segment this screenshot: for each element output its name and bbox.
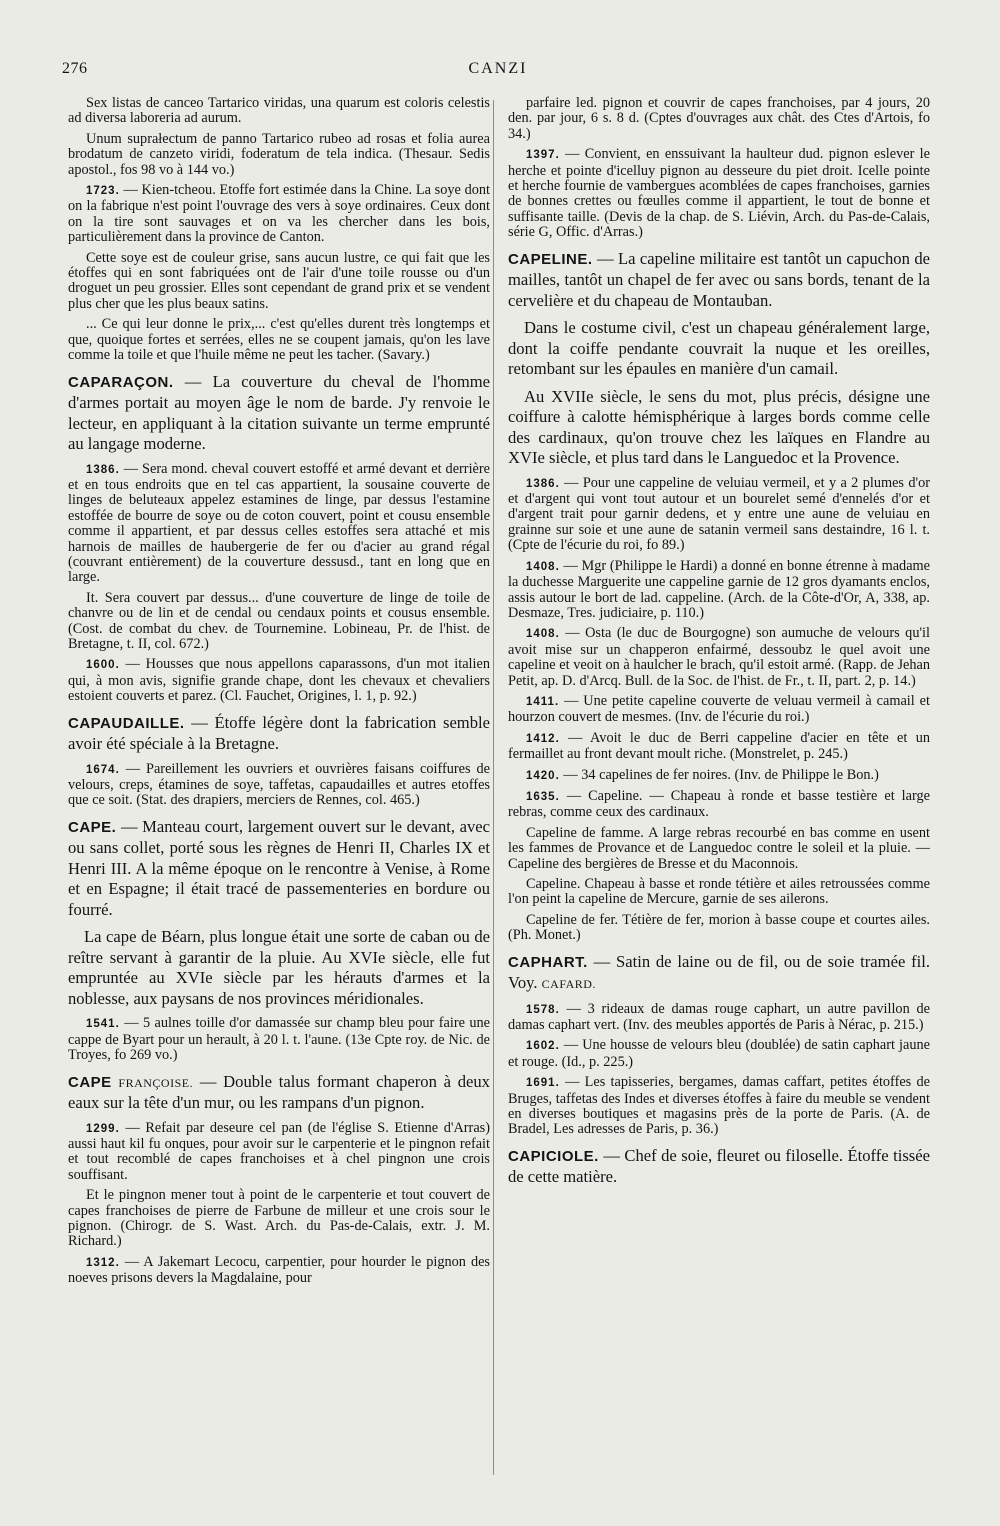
citation-year: 1600. [86,659,120,672]
citation-paragraph [508,559,930,622]
citation-year: 1386. [526,477,560,490]
paragraph-text: Et le pingnon mener tout à point de le carpenterie et tout couvert de capes franchoises de pierre de Farbune de milleur et une crois sour le pignon. (Chirogr. de S. Wast. Arch. du Pas-de-Calais, extr. J. M. Richard.) [68,1187,490,1250]
entry-headword: CAPAUDAILLE. [68,714,185,732]
paragraph-text: — Housses que nous appellons caparassons, d'un mot italien qui, à mon avis, signifie grande chape, dont les chevaux et chevaliers estoient couverts et parez. (Cl. Fauchet, Origines, l. 1, p. 92.) [68,656,490,705]
dictionary-entry [68,817,490,921]
paragraph-text: — Pour une cappeline de veluiau vermeil, et y a 2 plumes d'or et d'argent qui vont tout autour et un bourelet semé d'ennelés d'or et d'argent trait pour garnir dedens, et y entre une aune de veluiau en grainne sur soie et une aune de satanin vermeil sans destaindre, 16 l. t. (Cpte de l'écurie du roi, fo 89.) [508,474,930,554]
paragraph-text: Capeline de fer. Tétière de fer, morion à basse coupe et courtes ailes. (Ph. Monet.) [508,911,930,944]
citation-paragraph [508,694,930,726]
citation-year: 1723. [86,185,120,198]
citation-paragraph [508,877,930,908]
paragraph-text: — Convient, en enssuivant la haulteur dud. pignon eslever le herche et pointe d'icelluy pignon au desseure du piet droit. Icelle pointe et herche fournie de vambergues acomblées de capes franchoises, garnies de bonnes crettes ou fœulles comme il appartient, le tout de bonne et suffisante taille. (Devis de la chap. de S. Liévin, Arch. du Pas-de-Calais, série G, Offic. d'Arras.) [508,146,930,241]
citation-paragraph [508,626,930,689]
paragraph-text: — Sera mond. cheval couvert estoffé et armé devant et derrière et en tous endroits que en tel cas appartient, la sousaine couverte de linges de beluteaux appelez estamines de linge, par dessus l'estamine estoffée de bourre de soye ou de coton couvert, point et cousu ensemble comme il appartient, et par dessus celles estoffes sera attaché et mis harnois de mailles de haubergerie de fer ou d'acier au grand régal (couvrant entièrement) de la couverture dessusd., tant en long que en large. [68,460,490,586]
paragraph-text: Capeline. Chapeau à basse et ronde tétière et ailes retroussées comme l'on peint la capeline de Mercure, garnie de ses ailerons. [508,876,930,908]
citation-year: 1602. [526,1040,560,1053]
entry-headword: CAPHART. [508,953,588,971]
paragraph-text: — Manteau court, largement ouvert sur le devant, avec ou sans collet, porté sous les règnes de Henri II, Charles IX et Henri III. A la même époque on le rencontre à Venise, à Rome et en Espagne; il était tracé de passementeries en bordure ou fourré. [68,816,490,919]
paragraph-text: — Kien-tcheou. Etoffe fort estimée dans la Chine. La soye dont on la fabrique n'est point l'ouvrage des vers à soye ordinaires. Ceux dont on la tire sont sauvages et on va les chercher dans les bois, particulièrement dans la province de Canton. [68,182,490,246]
citation-paragraph [68,1255,490,1287]
paragraph-text: — La capeline militaire est tantôt un capuchon de mailles, tantôt un chapel de fer avec ou sans bords, tenant de la cervelière et du chapeau de Montauban. [508,248,930,310]
dictionary-entry [68,713,490,755]
right-column [508,96,930,1396]
citation-paragraph [68,317,490,363]
entry-headword-qualifier: FRANÇOISE. [118,1075,194,1090]
paragraph-text: — Les tapisseries, bergames, damas caffart, petites étoffes de Bruges, taffetas des Indes et diverses étoffes à faire du meuble se vendent en diverses boutiques et magasins près de la porte de Paris. (A. de Bradel, Les adresses de Paris, p. 36.) [508,1074,930,1138]
paragraph-text: — Étoffe légère dont la fabrication semble avoir été spéciale à la Bretagne. [68,712,490,754]
citation-paragraph [68,657,490,704]
dictionary-entry [68,372,490,455]
dictionary-entry [68,1072,490,1114]
citation-paragraph [68,1188,490,1250]
citation-paragraph [508,826,930,872]
paragraph-text: Au XVIIe siècle, le sens du mot, plus précis, désigne une coiffure à calotte hémisphérique à larges bords comme celle des cardinaux, qu'on trouve chez les laïques en Flandre au XVIe siècle, et plus tard dans le Languedoc et la Provence. [508,386,930,468]
citation-year: 1408. [526,560,560,573]
citation-year: 1386. [86,463,120,476]
citation-paragraph [508,913,930,944]
cross-reference: CAFARD. [541,977,596,992]
paragraph-text: — Osta (le duc de Bourgogne) son aumuche de velours qu'il avoit mise sur un chapperon enfairmé, dessoubz le quel avoit une capeline et veoit on à haulcher le brach, qu'il estoit armé. (Rapp. de Jehan Petit, ap. D. d'Arcq. Bull. de la Soc. de l'hist. de Fr., t. II, part. 2, p. 14.) [508,625,930,689]
paragraph-text: It. Sera couvert par dessus... d'une couverture de linge de toile de chanvre ou de lin et de cendal ou cendaux points et cousus ensemble. (Cost. de combat du chev. de Tournemine. Lobineau, Pr. de l'hist. de Bretagne, t. II, col. 672.) [68,589,490,652]
citation-year: 1408. [526,628,560,641]
definition-paragraph [68,927,490,1009]
entry-headword: CAPE [68,1073,112,1091]
citation-year: 1420. [526,769,560,782]
citation-year: 1541. [86,1018,120,1031]
paragraph-text: — Double talus formant chaperon à deux eaux sur la tête d'un mur, ou les rampans d'un pignon. [68,1071,490,1113]
citation-year: 1635. [526,790,560,803]
entry-headword: CAPARAÇON. [68,373,174,391]
citation-paragraph [508,789,930,821]
citation-paragraph [68,183,490,246]
citation-paragraph [508,768,930,784]
citation-paragraph [68,1016,490,1063]
paragraph-text: Unum suprałectum de panno Tartarico rubeo ad rosas et folia aurea brodatum de canzeto viridi, foderatum de tela indica. (Thesaur. Sedis apostol., fos 98 vo à 144 vo.) [68,130,490,178]
paragraph-text: — Une petite capeline couverte de veluau vermeil à camail et hourzon couvert de mesmes. (Inv. de l'écurie du roi.) [508,692,930,726]
left-column [68,96,490,1486]
entry-headword: CAPICIOLE. [508,1147,599,1165]
paragraph-text: — 34 capelines de fer noires. (Inv. de Philippe le Bon.) [563,766,879,783]
paragraph-text: ... Ce qui leur donne le prix,... c'est qu'elles durent très longtemps et que, quoique fortes et serrées, elles ne se coupent jamais, qu'on les lave comme la toile et que l'huile même ne peut les tacher. (Savary.) [68,316,490,364]
citation-year: 1674. [86,763,120,776]
citation-paragraph [508,476,930,554]
paragraph-text: — Refait par deseure cel pan (de l'église S. Etienne d'Arras) aussi haut kil fu onques, pour avoir sur le carpenterie et le pingnon refait et tout recomblé de capes franchoises et à chel pingnon une crois souffisant. [68,1119,490,1183]
paragraph-text: — La couverture du cheval de l'homme d'armes portait au moyen âge le nom de barde. J'y renvoie le lecteur, en appliquant à la citation suivante un terme emprunté au langage moderne. [68,371,490,453]
paragraph-text: Capeline de famme. A large rebras recourbé en bas comme en usent les fammes de Provance et de Languedoc contre le soleil et la pluie. — Capeline des bergières de Bresse et du Maconnois. [508,824,930,872]
paragraph-text: — Mgr (Philippe le Hardi) a donné en bonne étrenne à madame la duchesse Marguerite une cappeline garnie de 12 gros dyamants enclos, assis autour le bort de lad. cappeline. (Arch. de la Côte-d'Or, A, 338, ap. Desmaze, Tres. judiciaire, p. 110.) [508,557,930,621]
paragraph-text: — Pareillement les ouvriers et ouvrières faisans coiffures de velours, creps, étamines de soye, taffetas, capaudailles et autres etoffes que ce soit. (Stat. des drapiers, merciers de Rennes, col. 465.) [68,760,490,809]
citation-paragraph [68,591,490,653]
citation-paragraph [508,1038,930,1070]
citation-paragraph [68,96,490,127]
citation-paragraph [68,462,490,586]
column-divider [493,100,494,1475]
paragraph-text: — Satin de laine ou de fil, ou de soie tramée fil. Voy. [508,951,930,993]
dictionary-entry [508,952,930,995]
citation-year: 1397. [526,149,560,162]
paragraph-text: — 3 rideaux de damas rouge caphart, un autre pavillon de damas caphart vert. (Inv. des meubles apportés de Paris à Nérac, p. 215.) [508,1000,930,1034]
citation-year: 1412. [526,732,560,745]
definition-paragraph [508,318,930,380]
paragraph-text: Sex listas de canceo Tartarico viridas, una quarum est coloris celestis ad diversa laboreria ad aurum. [68,96,490,127]
citation-paragraph [68,1121,490,1184]
citation-paragraph [508,96,930,142]
paragraph-text: — Chef de soie, fleuret ou filoselle. Étoffe tissée de cette matière. [508,1145,930,1187]
citation-paragraph [68,251,490,313]
page-number: 276 [62,60,88,77]
citation-paragraph [68,762,490,809]
paragraph-text: — Capeline. — Chapeau à ronde et basse testière et large rebras, comme ceux des cardinaux. [508,787,930,821]
paragraph-text: — Avoit le duc de Berri cappeline d'acier en tête et un fermaillet au front devant moult riche. (Monstrelet, p. 245.) [508,729,930,763]
citation-year: 1312. [86,1256,120,1269]
running-head: CANZI [468,60,528,77]
paragraph-text: — A Jakemart Lecocu, carpentier, pour hourder le pignon des noeves prisons devers la Magdalaine, pour [68,1253,490,1287]
paragraph-text: Dans le costume civil, c'est un chapeau généralement large, dont la coiffe pendante couvrait la nuque et les oreilles, retombant sur les épaules en manière d'un camail. [508,318,930,379]
paragraph-text: — Une housse de velours bleu (doublée) de satin caphart jaune et rouge. (Id., p. 225.) [508,1037,930,1070]
paragraph-text: parfaire led. pignon et couvrir de capes franchoises, par 4 jours, 20 den. par jour, 6 s. 8 d. (Cptes d'ouvrages aux chât. des Ctes d'Artois, fo 34.) [508,96,930,142]
paragraph-text: — 5 aulnes toille d'or damassée sur champ bleu pour faire une cappe de Byart pour un herault, à 20 l. t. l'aune. (13e Cpte roy. de Nic. de Troyes, fo 269 vo.) [68,1015,490,1064]
citation-paragraph [508,1002,930,1034]
entry-headword: CAPE. [68,818,117,836]
citation-year: 1299. [86,1122,120,1135]
entry-headword: CAPELINE. [508,250,593,268]
citation-paragraph [508,1075,930,1138]
citation-year: 1691. [526,1077,560,1090]
dictionary-entry [508,1146,930,1188]
citation-paragraph [68,132,490,178]
dictionary-entry [508,249,930,312]
citation-paragraph [508,147,930,240]
definition-paragraph [508,387,930,469]
citation-year: 1578. [526,1003,560,1016]
paragraph-text: Cette soye est de couleur grise, sans aucun lustre, ce qui fait que les étoffes qui en sont fabriquées ont de l'air d'une toile rousse ou d'un droguet un peu grossier. Elles sont cependant de grand prix et se vendent plus cher que les plus beaux satins. [68,249,490,312]
citation-paragraph [508,731,930,763]
page-header [62,60,934,84]
paragraph-text: La cape de Béarn, plus longue était une sorte de caban ou de reître servant à garantir de la pluie. Au XVIe siècle, elle fut empruntée au XVIe siècle par les hérauts d'armes et la noblesse, aux paysans de nos provinces méridionales. [68,927,490,1008]
citation-year: 1411. [526,695,560,708]
